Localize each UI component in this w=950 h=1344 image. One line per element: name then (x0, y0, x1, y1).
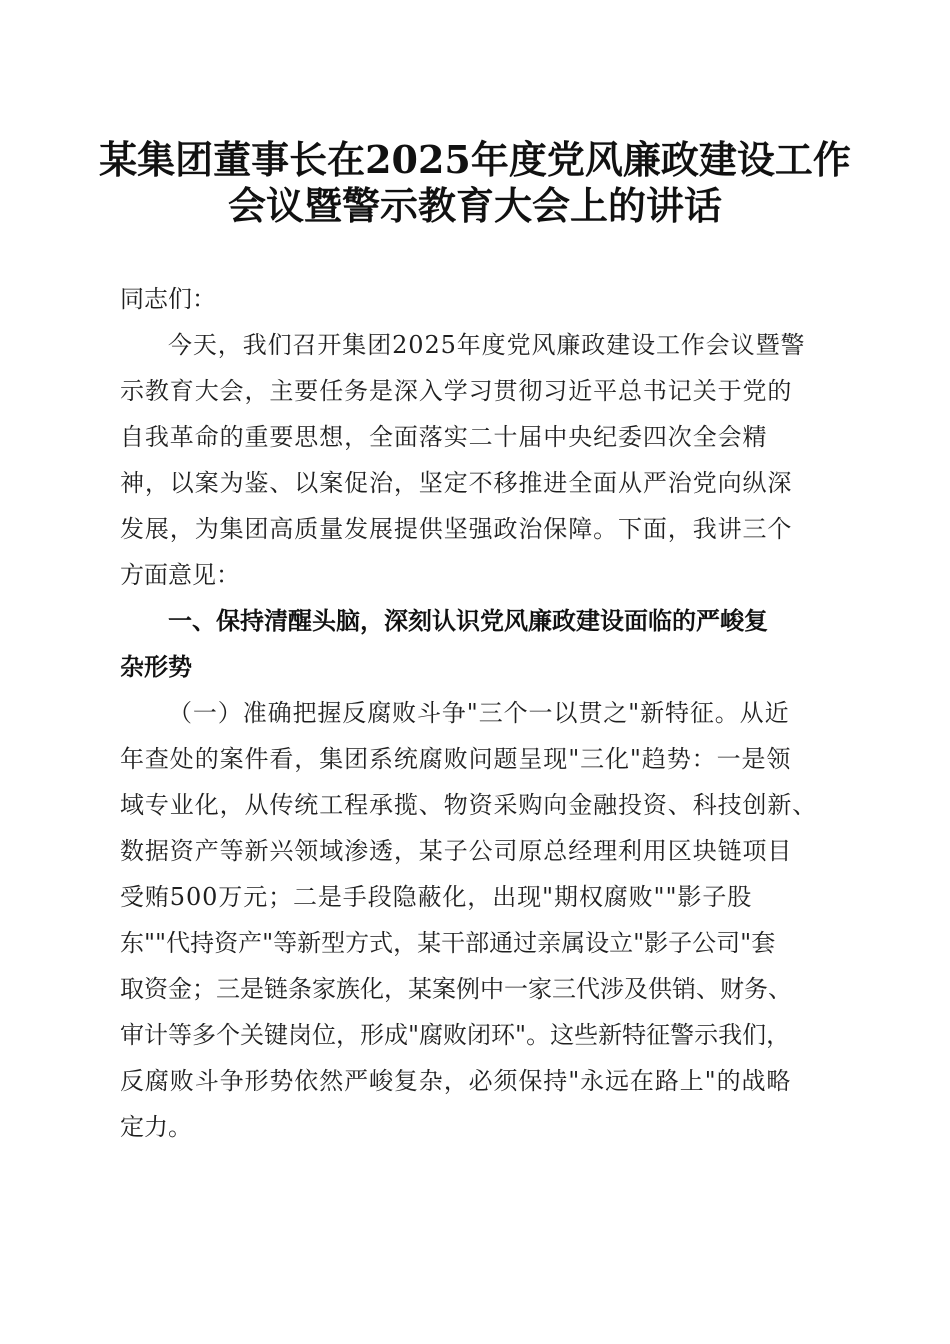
section-heading-line: 一、保持清醒头脑，深刻认识党风廉政建设面临的严峻复 (168, 607, 768, 635)
paragraph-line: （一）准确把握反腐败斗争"三个一以贯之"新特征。从近 (168, 699, 790, 727)
paragraph-line: 东""代持资产"等新型方式，某干部通过亲属设立"影子公司"套 (120, 929, 776, 957)
document-title-line-2: 会议暨警示教育大会上的讲话 (227, 183, 722, 228)
paragraph-line: 发展，为集团高质量发展提供坚强政治保障。下面，我讲三个 (120, 515, 793, 543)
paragraph-line: 今天，我们召开集团2025年度党风廉政建设工作会议暨警 (168, 331, 806, 359)
paragraph-line: 定力。 (120, 1113, 192, 1141)
speech-body (120, 322, 835, 1142)
paragraph-line: 方面意见： (120, 561, 240, 589)
paragraph-line: 反腐败斗争形势依然严峻复杂，必须保持"永远在路上"的战略 (120, 1067, 792, 1095)
section-heading-line: 杂形势 (120, 653, 192, 681)
salutation (120, 276, 835, 322)
paragraph-line: 受贿500万元；二是手段隐蔽化，出现"期权腐败""影子股 (120, 883, 753, 911)
paragraph-line: 域专业化，从传统工程承揽、物资采购向金融投资、科技创新、 (120, 791, 818, 819)
paragraph-line: 年查处的案件看，集团系统腐败问题呈现"三化"趋势：一是领 (120, 745, 792, 773)
document-title-line-1: 某集团董事长在2025年度党风廉政建设工作 (99, 137, 851, 182)
paragraph-line: 数据资产等新兴领域渗透，某子公司原总经理利用区块链项目 (120, 837, 793, 865)
paragraph-line: 自我革命的重要思想，全面落实二十届中央纪委四次全会精 (120, 423, 768, 451)
paragraph-line: 示教育大会，主要任务是深入学习贯彻习近平总书记关于党的 (120, 377, 793, 405)
paragraph-line: 神，以案为鉴、以案促治，坚定不移推进全面从严治党向纵深 (120, 469, 793, 497)
paragraph-line: 审计等多个关键岗位，形成"腐败闭环"。这些新特征警示我们， (120, 1021, 791, 1049)
salutation-text: 同志们： (120, 285, 216, 313)
paragraph-line: 取资金；三是链条家族化，某案例中一家三代涉及供销、财务、 (120, 975, 792, 1003)
